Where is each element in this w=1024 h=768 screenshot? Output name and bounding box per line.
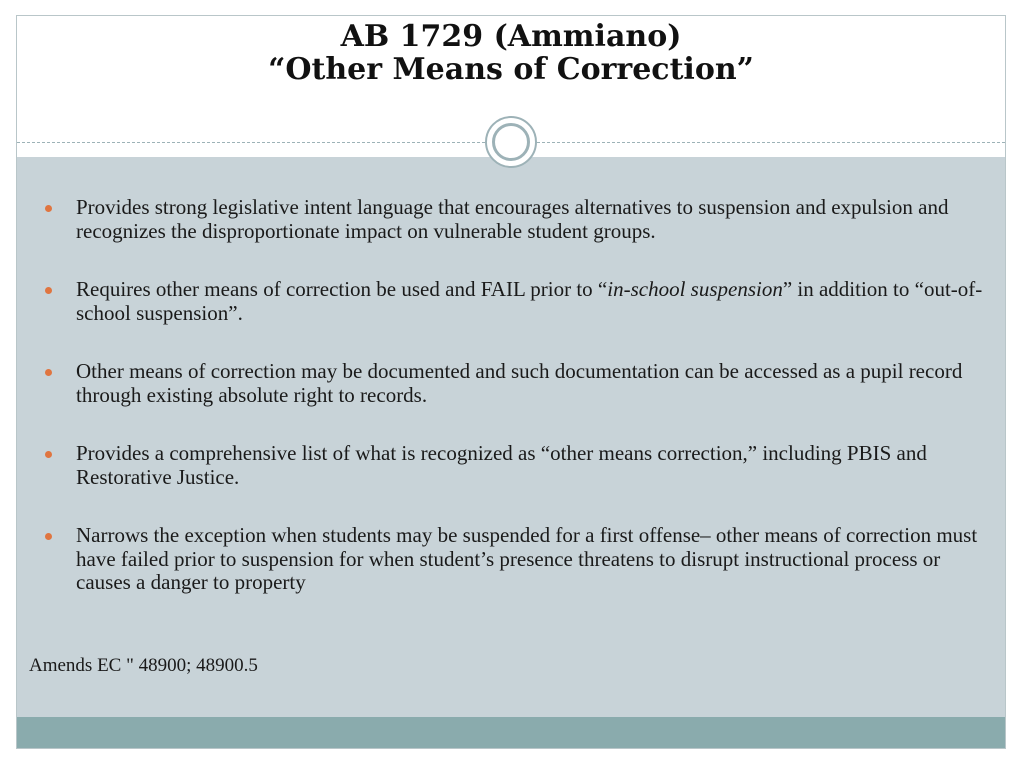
bullet-marker-icon	[45, 369, 52, 376]
bullet-item-documentation	[45, 360, 995, 407]
amends-note: Amends EC " 48900; 48900.5	[29, 655, 258, 676]
bullet-marker-icon	[45, 533, 52, 540]
bullet-text: Other means of correction may be documented and such documentation can be accessed as a pupil record through existing absolute right to records.	[76, 359, 963, 407]
bullet-text-emphasis: in-school suspension	[607, 277, 783, 301]
circle-ornament-icon	[485, 116, 537, 168]
bullet-text-after: ” in addition to “out-of-school suspension”.	[76, 277, 983, 325]
footer-band	[17, 717, 1005, 749]
bullet-text-before: Requires other means of correction be used and FAIL prior to “	[76, 277, 608, 301]
bullet-marker-icon	[45, 205, 52, 212]
bullet-item-legislative-intent	[45, 196, 995, 243]
slide-title-line-1: AB 1729 (Ammiano)	[340, 19, 682, 54]
bullet-text: Provides a comprehensive list of what is recognized as “other means correction,” including PBIS and Restorative Justice.	[76, 441, 927, 489]
bullet-text: Narrows the exception when students may be suspended for a first offense– other means of correction must have failed prior to suspension for when student’s presence threatens to disrupt instructional process or causes a danger to property	[76, 523, 978, 594]
bullet-item-narrows-exception	[45, 524, 995, 595]
bullet-item-comprehensive-list	[45, 442, 995, 489]
bullet-text: Provides strong legislative intent language that encourages alternatives to suspension and expulsion and recognizes the disproportionate impact on vulnerable student groups.	[76, 195, 949, 243]
bullet-list	[45, 196, 995, 595]
bullet-item-requires-correction	[45, 278, 995, 325]
slide-frame	[16, 15, 1006, 749]
bullet-marker-icon	[45, 451, 52, 458]
bullet-marker-icon	[45, 287, 52, 294]
circle-ornament-inner-ring	[492, 123, 530, 161]
slide-title-line-2: “Other Means of Correction”	[268, 52, 754, 87]
